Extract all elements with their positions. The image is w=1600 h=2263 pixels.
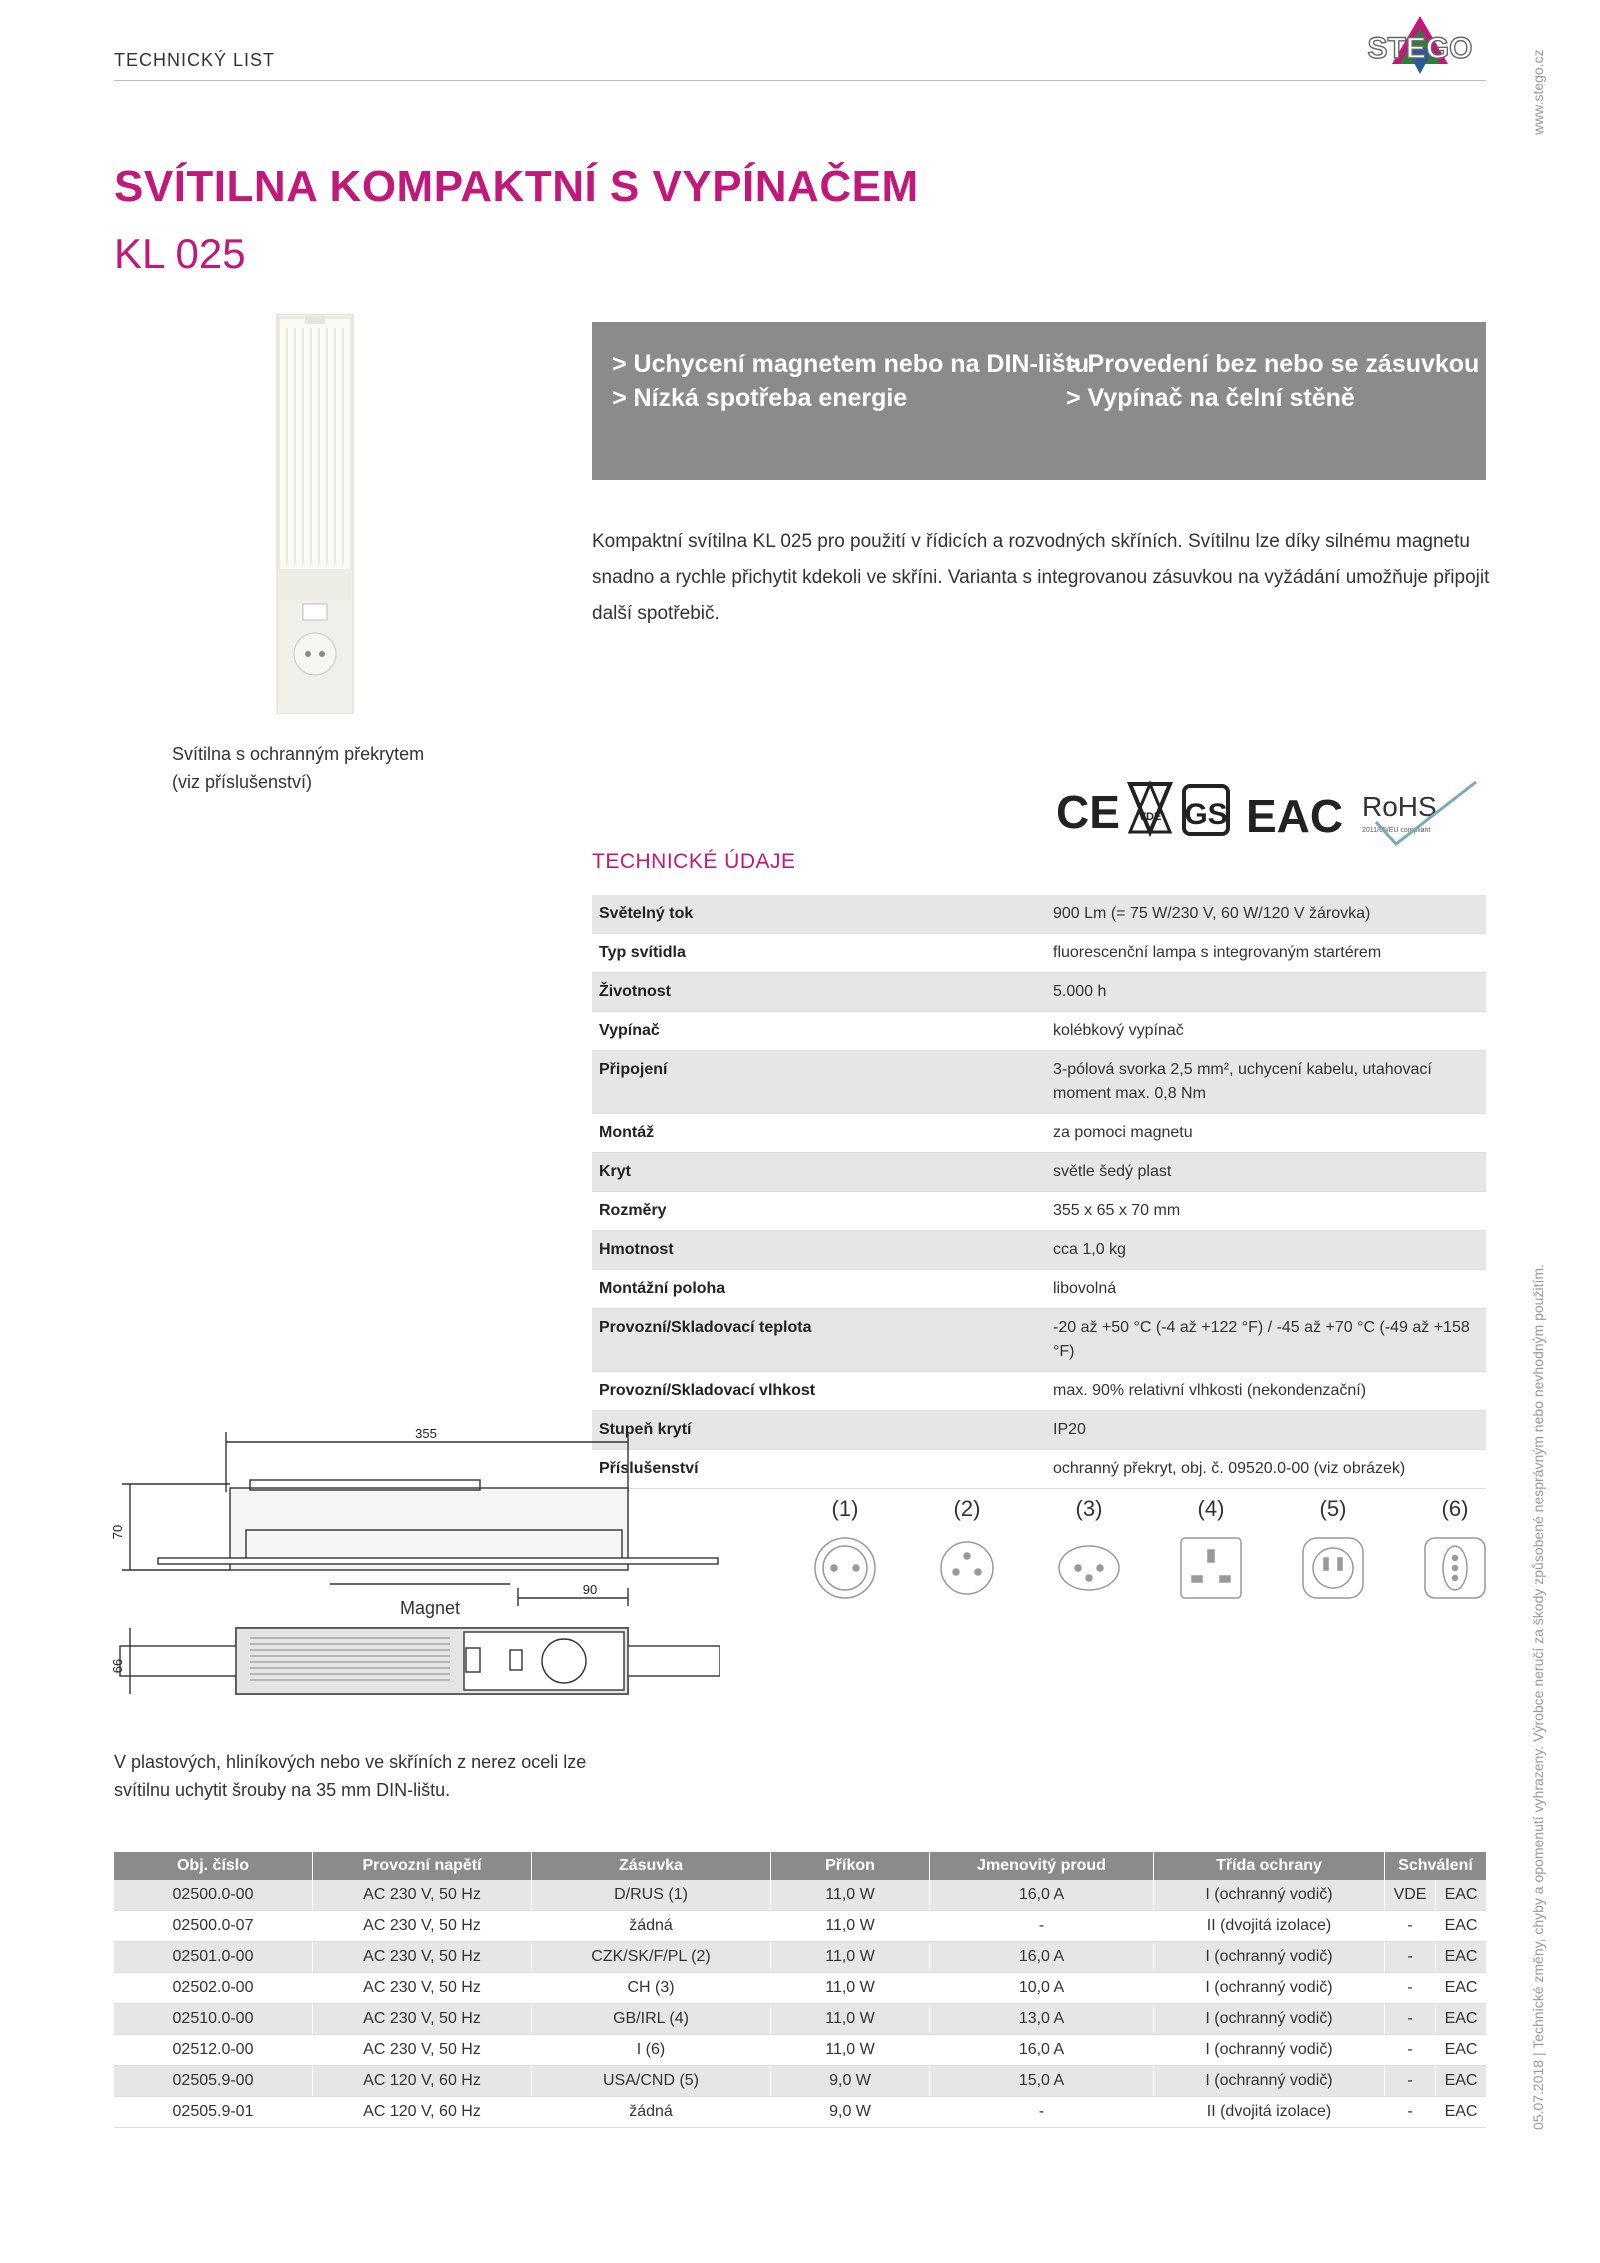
order-cell: 16,0 A (930, 1880, 1154, 1911)
din-rail-note (114, 1748, 586, 1804)
logo-text: STEGO (1367, 32, 1473, 65)
rohs-mark-icon: RoHS (1362, 791, 1437, 822)
product-caption (172, 740, 424, 796)
spec-row (592, 1153, 1486, 1192)
svg-text:VDE: VDE (1138, 811, 1162, 823)
spec-row (592, 1270, 1486, 1309)
order-cell: CH (3) (532, 1973, 771, 2004)
order-cell: žádná (532, 1911, 771, 1942)
order-cell: AC 230 V, 50 Hz (313, 1880, 532, 1911)
col-approvals: Schválení (1385, 1852, 1487, 1880)
product-description: Kompaktní svítilna KL 025 pro použití v řídicích a rozvodných skříních. Svítilnu lze díky silnému magnetu snadno a rychle přichytit kdekoli ve skříni. Varianta s integrovanou zásuvkou na vyžádání umožňuje připojit další spotřebič. (592, 531, 1490, 624)
spec-row (592, 895, 1486, 934)
spec-row (592, 1192, 1486, 1231)
spec-value: světle šedý plast (1046, 1153, 1486, 1192)
order-table (114, 1852, 1486, 2128)
spec-row (592, 1411, 1486, 1450)
spec-key: Stupeň krytí (592, 1411, 1046, 1450)
order-cell: AC 230 V, 50 Hz (313, 1911, 532, 1942)
order-cell: I (6) (532, 2035, 771, 2066)
tech-data-title: TECHNICKÉ ÚDAJE (592, 850, 796, 873)
order-cell: VDE (1385, 1880, 1436, 1911)
order-cell: EAC (1436, 1911, 1486, 1942)
certification-logos (1050, 776, 1486, 848)
vde-mark-icon (1130, 784, 1170, 832)
col-current: Jmenovitý proud (930, 1852, 1154, 1880)
spec-key: Životnost (592, 973, 1046, 1012)
features-box (592, 322, 1486, 480)
spec-value: IP20 (1046, 1411, 1486, 1450)
eac-mark-icon: EAC (1246, 790, 1344, 842)
spec-value: za pomoci magnetu (1046, 1114, 1486, 1153)
feature-item: > Uchycení magnetem nebo na DIN-lištu (612, 350, 1090, 378)
spec-value: 3-pólová svorka 2,5 mm², uchycení kabelu, utahovací moment max. 0,8 Nm (1046, 1051, 1486, 1114)
order-cell: 13,0 A (930, 2004, 1154, 2035)
header-label: TECHNICKÝ LIST (114, 50, 276, 70)
order-cell: 02500.0-07 (114, 1911, 313, 1942)
spec-value: 5.000 h (1046, 973, 1486, 1012)
socket-label-6: (6) (1441, 1496, 1469, 1521)
feature-item: > Nízká spotřeba energie (612, 384, 908, 412)
spec-key: Provozní/Skladovací vlhkost (592, 1372, 1046, 1411)
ce-mark-icon: CE (1056, 786, 1120, 838)
spec-row (592, 973, 1486, 1012)
order-cell: žádná (532, 2097, 771, 2128)
order-cell: - (930, 1911, 1154, 1942)
order-cell: AC 230 V, 50 Hz (313, 2035, 532, 2066)
order-table-header (114, 1852, 1486, 1880)
spec-key: Montáž (592, 1114, 1046, 1153)
din-note-line-2: svítilnu uchytit šrouby na 35 mm DIN-lištu. (114, 1780, 451, 1800)
dim-height-label: 70 (110, 1524, 125, 1540)
spec-key: Rozměry (592, 1192, 1046, 1231)
order-cell: EAC (1436, 2097, 1486, 2128)
socket-gb-icon (1181, 1538, 1241, 1598)
feature-item: > Vypínač na čelní stěně (1066, 384, 1355, 412)
order-row (114, 1911, 1486, 1942)
spec-table (592, 895, 1486, 1489)
side-disclaimer: 05.07.2018 | Technické změny, chyby a opomenutí vyhrazeny. Výrobce neručí za škody způsobené nesprávným nebo nevhodným použitím. (1530, 1264, 1546, 2130)
spec-key: Připojení (592, 1051, 1046, 1114)
order-row (114, 1942, 1486, 1973)
spec-value: fluorescenční lampa s integrovaným startérem (1046, 934, 1486, 973)
order-cell: 02502.0-00 (114, 1973, 313, 2004)
order-cell: CZK/SK/F/PL (2) (532, 1942, 771, 1973)
col-voltage: Provozní napětí (313, 1852, 532, 1880)
order-cell: 9,0 W (771, 2097, 930, 2128)
order-cell: - (1385, 2066, 1436, 2097)
caption-line-2: (viz příslušenství) (172, 772, 313, 792)
dimension-drawing (110, 1418, 720, 1748)
svg-text:2011/65/EU compliant: 2011/65/EU compliant (1362, 827, 1431, 834)
page-title: SVÍTILNA KOMPAKTNÍ S VYPÍNAČEM (114, 162, 919, 211)
gs-mark-icon (1184, 786, 1228, 834)
socket-fr-icon (941, 1542, 993, 1594)
order-row (114, 2004, 1486, 2035)
spec-key: Montážní poloha (592, 1270, 1046, 1309)
col-protection-class: Třída ochrany (1154, 1852, 1385, 1880)
socket-us-icon (1303, 1538, 1363, 1598)
order-cell: AC 120 V, 60 Hz (313, 2097, 532, 2128)
order-cell: I (ochranný vodič) (1154, 1880, 1385, 1911)
order-cell: I (ochranný vodič) (1154, 2004, 1385, 2035)
order-cell: 02505.9-00 (114, 2066, 313, 2097)
order-cell: - (1385, 2035, 1436, 2066)
order-cell: I (ochranný vodič) (1154, 1942, 1385, 1973)
din-note-line-1: V plastových, hliníkových nebo ve skříních z nerez oceli lze (114, 1752, 587, 1772)
col-order-number: Obj. číslo (114, 1852, 313, 1880)
spec-value: max. 90% relativní vlhkosti (nekondenzační) (1046, 1372, 1486, 1411)
order-cell: 11,0 W (771, 2035, 930, 2066)
order-cell: USA/CND (5) (532, 2066, 771, 2097)
order-cell: 02512.0-00 (114, 2035, 313, 2066)
col-socket: Zásuvka (532, 1852, 771, 1880)
order-cell: D/RUS (1) (532, 1880, 771, 1911)
order-cell: 11,0 W (771, 1880, 930, 1911)
socket-label-4: (4) (1197, 1496, 1225, 1521)
socket-label-1: (1) (831, 1496, 859, 1521)
side-url: www.stego.cz (1530, 49, 1546, 135)
stego-logo (1350, 14, 1490, 80)
spec-key: Provozní/Skladovací teplota (592, 1309, 1046, 1372)
order-row (114, 2066, 1486, 2097)
order-cell: - (930, 2097, 1154, 2128)
spec-row (592, 1372, 1486, 1411)
spec-key: Příslušenství (592, 1450, 1046, 1489)
order-cell: 10,0 A (930, 1973, 1154, 2004)
spec-value: libovolná (1046, 1270, 1486, 1309)
order-cell: - (1385, 1942, 1436, 1973)
order-cell: AC 120 V, 60 Hz (313, 2066, 532, 2097)
order-cell: 11,0 W (771, 1973, 930, 2004)
socket-ch-icon (1059, 1546, 1119, 1590)
order-cell: 15,0 A (930, 2066, 1154, 2097)
order-cell: AC 230 V, 50 Hz (313, 1973, 532, 2004)
spec-value: ochranný překryt, obj. č. 09520.0-00 (viz obrázek) (1046, 1450, 1486, 1489)
order-cell: - (1385, 2097, 1436, 2128)
spec-value: kolébkový vypínač (1046, 1012, 1486, 1051)
spec-row (592, 934, 1486, 973)
order-cell: II (dvojitá izolace) (1154, 1911, 1385, 1942)
header-divider (114, 80, 1486, 81)
order-row (114, 2035, 1486, 2066)
page-subtitle: KL 025 (114, 230, 246, 277)
socket-label-2: (2) (953, 1496, 981, 1521)
product-image (265, 314, 365, 714)
spec-value: 355 x 65 x 70 mm (1046, 1192, 1486, 1231)
order-cell: 02505.9-01 (114, 2097, 313, 2128)
order-cell: AC 230 V, 50 Hz (313, 1942, 532, 1973)
order-cell: I (ochranný vodič) (1154, 2066, 1385, 2097)
spec-key: Typ svítidla (592, 934, 1046, 973)
order-row (114, 1973, 1486, 2004)
order-cell: - (1385, 1973, 1436, 2004)
spec-key: Hmotnost (592, 1231, 1046, 1270)
order-cell: 11,0 W (771, 2004, 930, 2035)
order-row (114, 2097, 1486, 2128)
socket-it-icon (1425, 1538, 1485, 1598)
order-cell: EAC (1436, 2066, 1486, 2097)
spec-key: Kryt (592, 1153, 1046, 1192)
order-cell: I (ochranný vodič) (1154, 1973, 1385, 2004)
spec-value: cca 1,0 kg (1046, 1231, 1486, 1270)
order-cell: AC 230 V, 50 Hz (313, 2004, 532, 2035)
caption-line-1: Svítilna s ochranným překrytem (172, 744, 425, 764)
spec-row (592, 1051, 1486, 1114)
spec-key: Světelný tok (592, 895, 1046, 934)
order-cell: 02510.0-00 (114, 2004, 313, 2035)
spec-row (592, 1309, 1486, 1372)
spec-value: 900 Lm (= 75 W/230 V, 60 W/120 V žárovka) (1046, 895, 1486, 934)
order-cell: GB/IRL (4) (532, 2004, 771, 2035)
svg-text:GS: GS (1184, 798, 1228, 831)
order-cell: EAC (1436, 2004, 1486, 2035)
feature-item: > Provedení bez nebo se zásuvkou (1066, 350, 1480, 378)
order-cell: EAC (1436, 1973, 1486, 2004)
spec-key: Vypínač (592, 1012, 1046, 1051)
spec-row (592, 1012, 1486, 1051)
dim-length-label: 355 (415, 1426, 437, 1441)
order-cell: 11,0 W (771, 1911, 930, 1942)
order-cell: 02501.0-00 (114, 1942, 313, 1973)
order-cell: I (ochranný vodič) (1154, 2035, 1385, 2066)
order-row (114, 1880, 1486, 1911)
order-cell: EAC (1436, 1942, 1486, 1973)
order-cell: 9,0 W (771, 2066, 930, 2097)
magnet-label: Magnet (400, 1598, 461, 1618)
order-cell: 11,0 W (771, 1942, 930, 1973)
order-cell: II (dvojitá izolace) (1154, 2097, 1385, 2128)
order-cell: - (1385, 2004, 1436, 2035)
col-power: Příkon (771, 1852, 930, 1880)
order-cell: 02500.0-00 (114, 1880, 313, 1911)
socket-label-5: (5) (1319, 1496, 1347, 1521)
spec-row (592, 1114, 1486, 1153)
spec-row (592, 1231, 1486, 1270)
order-cell: 16,0 A (930, 1942, 1154, 1973)
order-cell: - (1385, 1911, 1436, 1942)
dim-width-label: 66 (110, 1658, 125, 1674)
spec-value: -20 až +50 °C (-4 až +122 °F) / -45 až +70 °C (-49 až +158 °F) (1046, 1309, 1486, 1372)
order-cell: EAC (1436, 1880, 1486, 1911)
order-cell: EAC (1436, 2035, 1486, 2066)
dim-90-label: 90 (582, 1582, 598, 1597)
socket-d-icon (815, 1538, 875, 1598)
socket-label-3: (3) (1075, 1496, 1103, 1521)
order-cell: 16,0 A (930, 2035, 1154, 2066)
socket-types (800, 1480, 1490, 1610)
